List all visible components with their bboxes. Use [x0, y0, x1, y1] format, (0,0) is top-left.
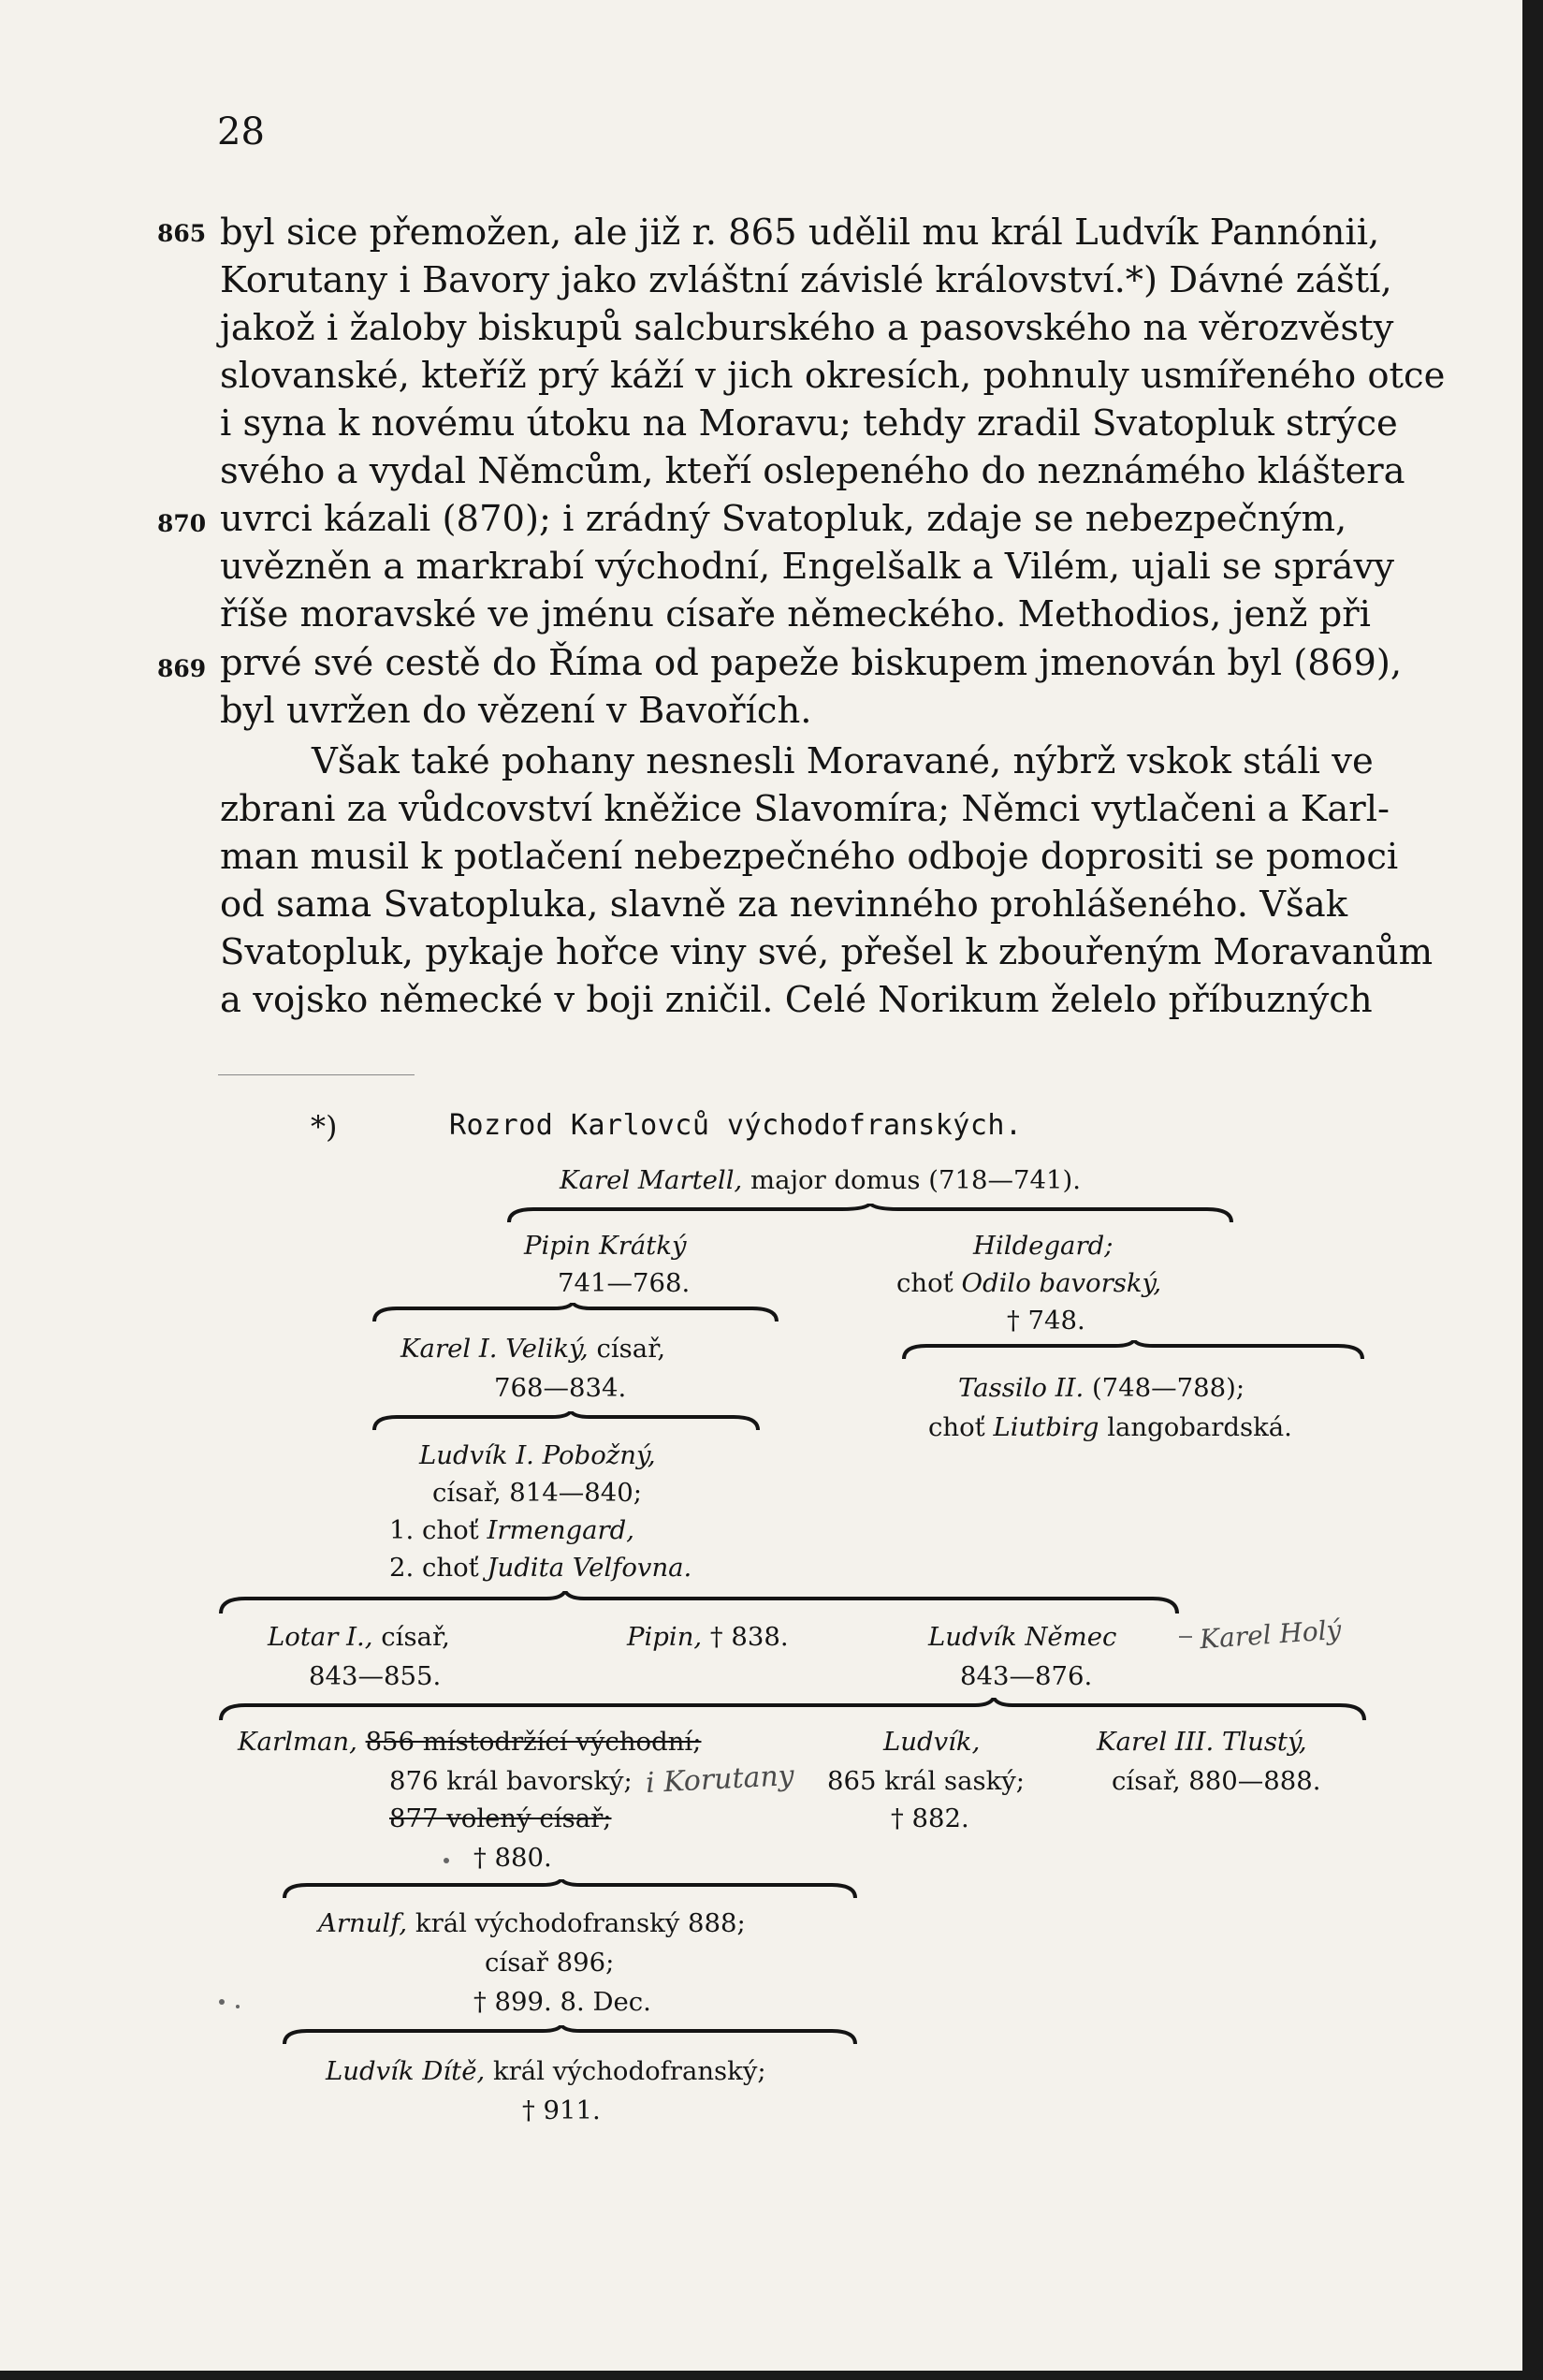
body-line: jakož i žaloby biskupů salcburského a pasovského na věrozvěsty: [220, 307, 1394, 349]
gen-arnulf-death: † 899. 8. Dec.: [473, 1987, 651, 2017]
bracket-hildegard: [900, 1340, 1368, 1363]
margin-year-870: 870: [157, 510, 207, 537]
body-line: Svatopluk, pykaje hořce viny své, přešel k zbouřeným Moravanům: [220, 931, 1434, 973]
pencil-dot: [236, 2005, 240, 2008]
gen-ludvik-pobozny-line2: císař, 814—840;: [432, 1478, 643, 1508]
body-line: svého a vydal Němcům, kteří oslepeného do neznámého kláštera: [220, 450, 1405, 492]
bracket-karlman: [281, 1879, 861, 1902]
body-line: byl sice přemožen, ale již r. 865 udělil mu král Ludvík Pannónii,: [220, 212, 1380, 254]
gen-ludvik2: Ludvík,: [883, 1727, 981, 1757]
gen-tassilo: Tassilo II. (748—788);: [958, 1373, 1245, 1403]
handwritten-karel-holy: Karel Holý: [1199, 1613, 1343, 1656]
bracket-arnulf: [281, 2025, 861, 2048]
gen-lotar: Lotar I., císař,: [268, 1622, 450, 1652]
bracket-karel-veliky: [371, 1411, 764, 1434]
gen-hildegard-spouse: choť Odilo bavorský,: [896, 1268, 1162, 1298]
gen-karel-tlusty-line2: císař, 880—888.: [1112, 1766, 1321, 1796]
gen-hildegard: Hildegard;: [973, 1231, 1114, 1261]
body-line: Korutany i Bavory jako zvláštní závislé království.*) Dávné záští,: [220, 259, 1392, 301]
pencil-dash: [1179, 1636, 1192, 1638]
gen-karlman: Karlman, 856 místodržící východní;: [238, 1727, 702, 1757]
body-line: slovanské, kteříž prý káží v jich okresích, pohnuly usmířeného otce: [220, 355, 1446, 397]
footnote-title: Rozrod Karlovců východofranských.: [449, 1109, 1023, 1142]
page-number: 28: [217, 110, 265, 153]
bracket-karel-martell: [505, 1204, 1235, 1226]
gen-pipin-kratky: Pipin Krátký: [524, 1231, 687, 1261]
gen-lotar-dates: 843—855.: [309, 1661, 442, 1691]
gen-karlman-line2: 876 král bavorský;: [389, 1766, 633, 1796]
gen-pipin: Pipin, † 838.: [627, 1622, 789, 1652]
body-line: byl uvržen do vězení v Bavořích.: [220, 690, 812, 732]
gen-hildegard-death: † 748.: [1007, 1306, 1085, 1336]
gen-arnulf-line2: císař 896;: [485, 1948, 615, 1978]
body-line-indent: Však také pohany nesnesli Moravané, nýbrž vskok stáli ve: [312, 740, 1374, 782]
gen-ludvik-nemec-dates: 843—876.: [960, 1661, 1093, 1691]
margin-year-869: 869: [157, 655, 207, 682]
gen-ludvik-dite: Ludvík Dítě, král východofranský;: [326, 2056, 766, 2086]
gen-ludvik-pobozny-wife2: 2. choť Judita Velfovna.: [389, 1553, 692, 1583]
body-line: od sama Svatopluka, slavně za nevinného prohlášeného. Však: [220, 883, 1348, 926]
gen-ludvik-nemec: Ludvík Němec: [928, 1622, 1117, 1652]
handwritten-karlman-note: i Korutany: [645, 1759, 795, 1801]
gen-karel-veliky: Karel I. Veliký, císař,: [400, 1334, 666, 1364]
gen-karel-martell: Karel Martell, major domus (718—741).: [560, 1165, 1081, 1195]
gen-ludvik-pobozny: Ludvík I. Pobožný,: [419, 1440, 656, 1470]
body-line: říše moravské ve jménu císaře německého. Methodios, jenž při: [220, 593, 1371, 635]
scan-edge-bottom: [0, 2371, 1543, 2380]
gen-arnulf: Arnulf, král východofranský 888;: [318, 1908, 746, 1938]
gen-pipin-kratky-dates: 741—768.: [558, 1268, 691, 1298]
footnote-marker: *): [311, 1109, 338, 1145]
pencil-dot: [219, 1999, 225, 2005]
bracket-ludvik-pobozny: [217, 1591, 1181, 1617]
body-line: zbrani za vůdcovství kněžice Slavomíra; Němci vytlačeni a Karl-: [220, 788, 1390, 830]
gen-ludvik-dite-death: † 911.: [522, 2095, 601, 2125]
gen-karel-tlusty: Karel III. Tlustý,: [1097, 1727, 1307, 1757]
pencil-dot: [444, 1858, 449, 1863]
body-line: a vojsko německé v boji zničil. Celé Norikum želelo příbuzných: [220, 979, 1373, 1021]
margin-year-865: 865: [157, 220, 207, 247]
gen-ludvik2-line2: 865 král saský;: [827, 1766, 1026, 1796]
bracket-ludvik-nemec: [217, 1698, 1370, 1724]
gen-karel-veliky-dates: 768—834.: [494, 1373, 627, 1403]
scan-edge-right: [1522, 0, 1543, 2380]
gen-tassilo-spouse: choť Liutbirg langobardská.: [928, 1412, 1292, 1442]
body-line: man musil k potlačení nebezpečného odboje doprositi se pomoci: [220, 836, 1399, 878]
footnote-rule: [218, 1074, 415, 1075]
body-line: uvrci kázali (870); i zrádný Svatopluk, zdaje se nebezpečným,: [220, 498, 1347, 540]
handwritten-arnulf-note: [1160, 2246, 1164, 2247]
gen-karlman-death: † 880.: [473, 1843, 552, 1873]
bracket-pipin: [371, 1303, 782, 1325]
body-line: i syna k novému útoku na Moravu; tehdy zradil Svatopluk strýce: [220, 402, 1398, 445]
body-line: prvé své cestě do Říma od papeže biskupem jmenován byl (869),: [220, 642, 1403, 684]
gen-karlman-line3: 877 volený císař;: [389, 1803, 612, 1833]
gen-ludvik2-death: † 882.: [891, 1803, 969, 1833]
gen-ludvik-pobozny-wife1: 1. choť Irmengard,: [389, 1515, 635, 1545]
body-line: uvězněn a markrabí východní, Engelšalk a Vilém, ujali se správy: [220, 546, 1394, 588]
